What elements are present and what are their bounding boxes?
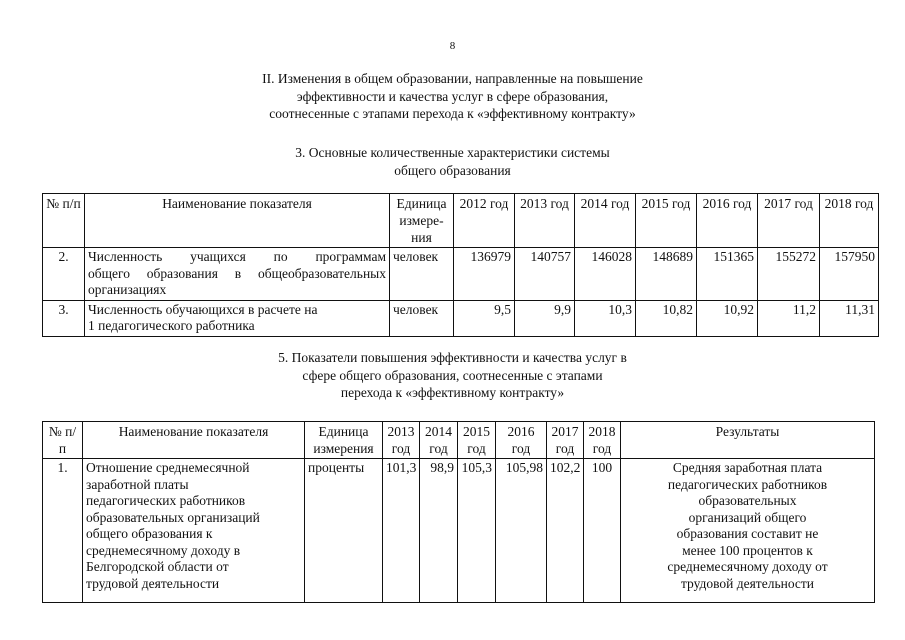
row-value: 10,3 bbox=[575, 300, 636, 336]
header-year: 2016 год bbox=[697, 194, 758, 248]
efficiency-table bbox=[42, 421, 875, 603]
header-year: 2013 год bbox=[515, 194, 575, 248]
row-num: 1. bbox=[43, 459, 83, 603]
table-row bbox=[43, 248, 879, 301]
row-value: 10,92 bbox=[697, 300, 758, 336]
characteristics-table bbox=[42, 193, 879, 337]
table-row bbox=[43, 459, 875, 603]
row-unit: человек bbox=[390, 300, 454, 336]
row-value: 102,2 bbox=[547, 459, 584, 603]
row-value: 155272 bbox=[758, 248, 820, 301]
row-results-line: трудовой деятельности bbox=[680, 575, 815, 591]
row-name-line: заработной платы bbox=[86, 476, 189, 492]
header-year: 2017 год bbox=[547, 422, 584, 459]
row-name-line: трудовой деятельности bbox=[86, 575, 220, 591]
header-year: 2017 год bbox=[758, 194, 820, 248]
subsection-5-title-line: сфере общего образования, соотнесенные с этапами bbox=[302, 367, 603, 383]
row-unit: человек bbox=[390, 248, 454, 301]
row-name-line: Отношение среднемесячной bbox=[86, 460, 250, 475]
row-num: 2. bbox=[43, 248, 85, 301]
header-year: 2015 год bbox=[636, 194, 697, 248]
section-title-line: эффективности и качества услуг в сфере образования, bbox=[296, 88, 609, 104]
section-title-line: соотнесенные с этапами перехода к «эффективному контракту» bbox=[269, 106, 636, 121]
row-value: 105,3 bbox=[458, 459, 496, 603]
subsection-3-title-line: общего образования bbox=[394, 162, 511, 178]
header-year: 2014 год bbox=[420, 422, 458, 459]
table-row bbox=[43, 300, 879, 336]
header-unit: Единица измерения bbox=[305, 422, 383, 459]
row-results-line: педагогических работников bbox=[667, 476, 828, 492]
subsection-5-title-line: 5. Показатели повышения эффективности и качества услуг в bbox=[278, 350, 627, 365]
row-value: 98,9 bbox=[420, 459, 458, 603]
header-unit: Единица измере-ния bbox=[390, 194, 454, 248]
row-value: 151365 bbox=[697, 248, 758, 301]
header-year: 2012 год bbox=[454, 194, 515, 248]
row-results-line: организаций общего bbox=[688, 509, 807, 525]
row-name-line: педагогических работников bbox=[86, 493, 246, 508]
row-value: 10,82 bbox=[636, 300, 697, 336]
header-year: 2018 год bbox=[820, 194, 879, 248]
row-name-line: Численность обучающихся в расчете на bbox=[88, 301, 318, 317]
row-value: 146028 bbox=[575, 248, 636, 301]
page-number: 8 bbox=[449, 40, 456, 52]
header-year: 2018 год bbox=[584, 422, 621, 459]
row-results-line: менее 100 процентов к bbox=[682, 542, 813, 558]
row-results-line: Средняя заработная плата bbox=[672, 460, 823, 475]
row-name bbox=[83, 459, 305, 603]
row-name-line: среднемесячному доходу в bbox=[86, 542, 241, 558]
row-name-line: Численность учащихся по программам bbox=[88, 249, 386, 264]
row-name-line: общего образования в общеобразовательных bbox=[88, 265, 386, 281]
row-value: 140757 bbox=[515, 248, 575, 301]
row-results bbox=[621, 459, 875, 603]
row-name-line: образовательных организаций bbox=[86, 509, 260, 525]
row-name-line: Белгородской области от bbox=[86, 559, 229, 574]
row-num: 3. bbox=[43, 300, 85, 336]
section-title bbox=[0, 70, 905, 123]
row-name bbox=[85, 248, 390, 301]
row-value: 100 bbox=[584, 459, 621, 603]
header-year: 2015 год bbox=[458, 422, 496, 459]
row-value: 148689 bbox=[636, 248, 697, 301]
header-num: № п/п bbox=[43, 422, 83, 459]
row-value: 11,2 bbox=[758, 300, 820, 336]
row-results-line: среднемесячному доходу от bbox=[667, 559, 828, 574]
row-value: 11,31 bbox=[820, 300, 879, 336]
subsection-5-title bbox=[0, 349, 905, 402]
row-results-line: образовательных bbox=[698, 493, 797, 508]
row-value: 101,3 bbox=[383, 459, 420, 603]
header-year: 2014 год bbox=[575, 194, 636, 248]
row-unit: проценты bbox=[305, 459, 383, 603]
header-name: Наименование показателя bbox=[85, 194, 390, 248]
subsection-3-title bbox=[0, 144, 905, 179]
row-value: 136979 bbox=[454, 248, 515, 301]
subsection-3-title-line: 3. Основные количественные характеристики системы bbox=[295, 145, 610, 160]
row-value: 9,9 bbox=[515, 300, 575, 336]
table-header-row bbox=[43, 194, 879, 248]
header-results: Результаты bbox=[621, 422, 875, 459]
header-num: № п/п bbox=[43, 194, 85, 248]
header-year: 2016 год bbox=[496, 422, 547, 459]
row-name-line: организациях bbox=[88, 282, 167, 297]
header-year: 2013 год bbox=[383, 422, 420, 459]
row-value: 157950 bbox=[820, 248, 879, 301]
row-name-line: 1 педагогического работника bbox=[88, 318, 255, 333]
row-results-line: образования составит не bbox=[676, 526, 819, 541]
row-name-line: общего образования к bbox=[86, 526, 213, 541]
table-header-row bbox=[43, 422, 875, 459]
row-value: 9,5 bbox=[454, 300, 515, 336]
row-name bbox=[85, 300, 390, 336]
subsection-5-title-line: перехода к «эффективному контракту» bbox=[340, 385, 565, 400]
row-value: 105,98 bbox=[496, 459, 547, 603]
header-name: Наименование показателя bbox=[83, 422, 305, 459]
section-title-line: II. Изменения в общем образовании, направленные на повышение bbox=[262, 71, 643, 86]
